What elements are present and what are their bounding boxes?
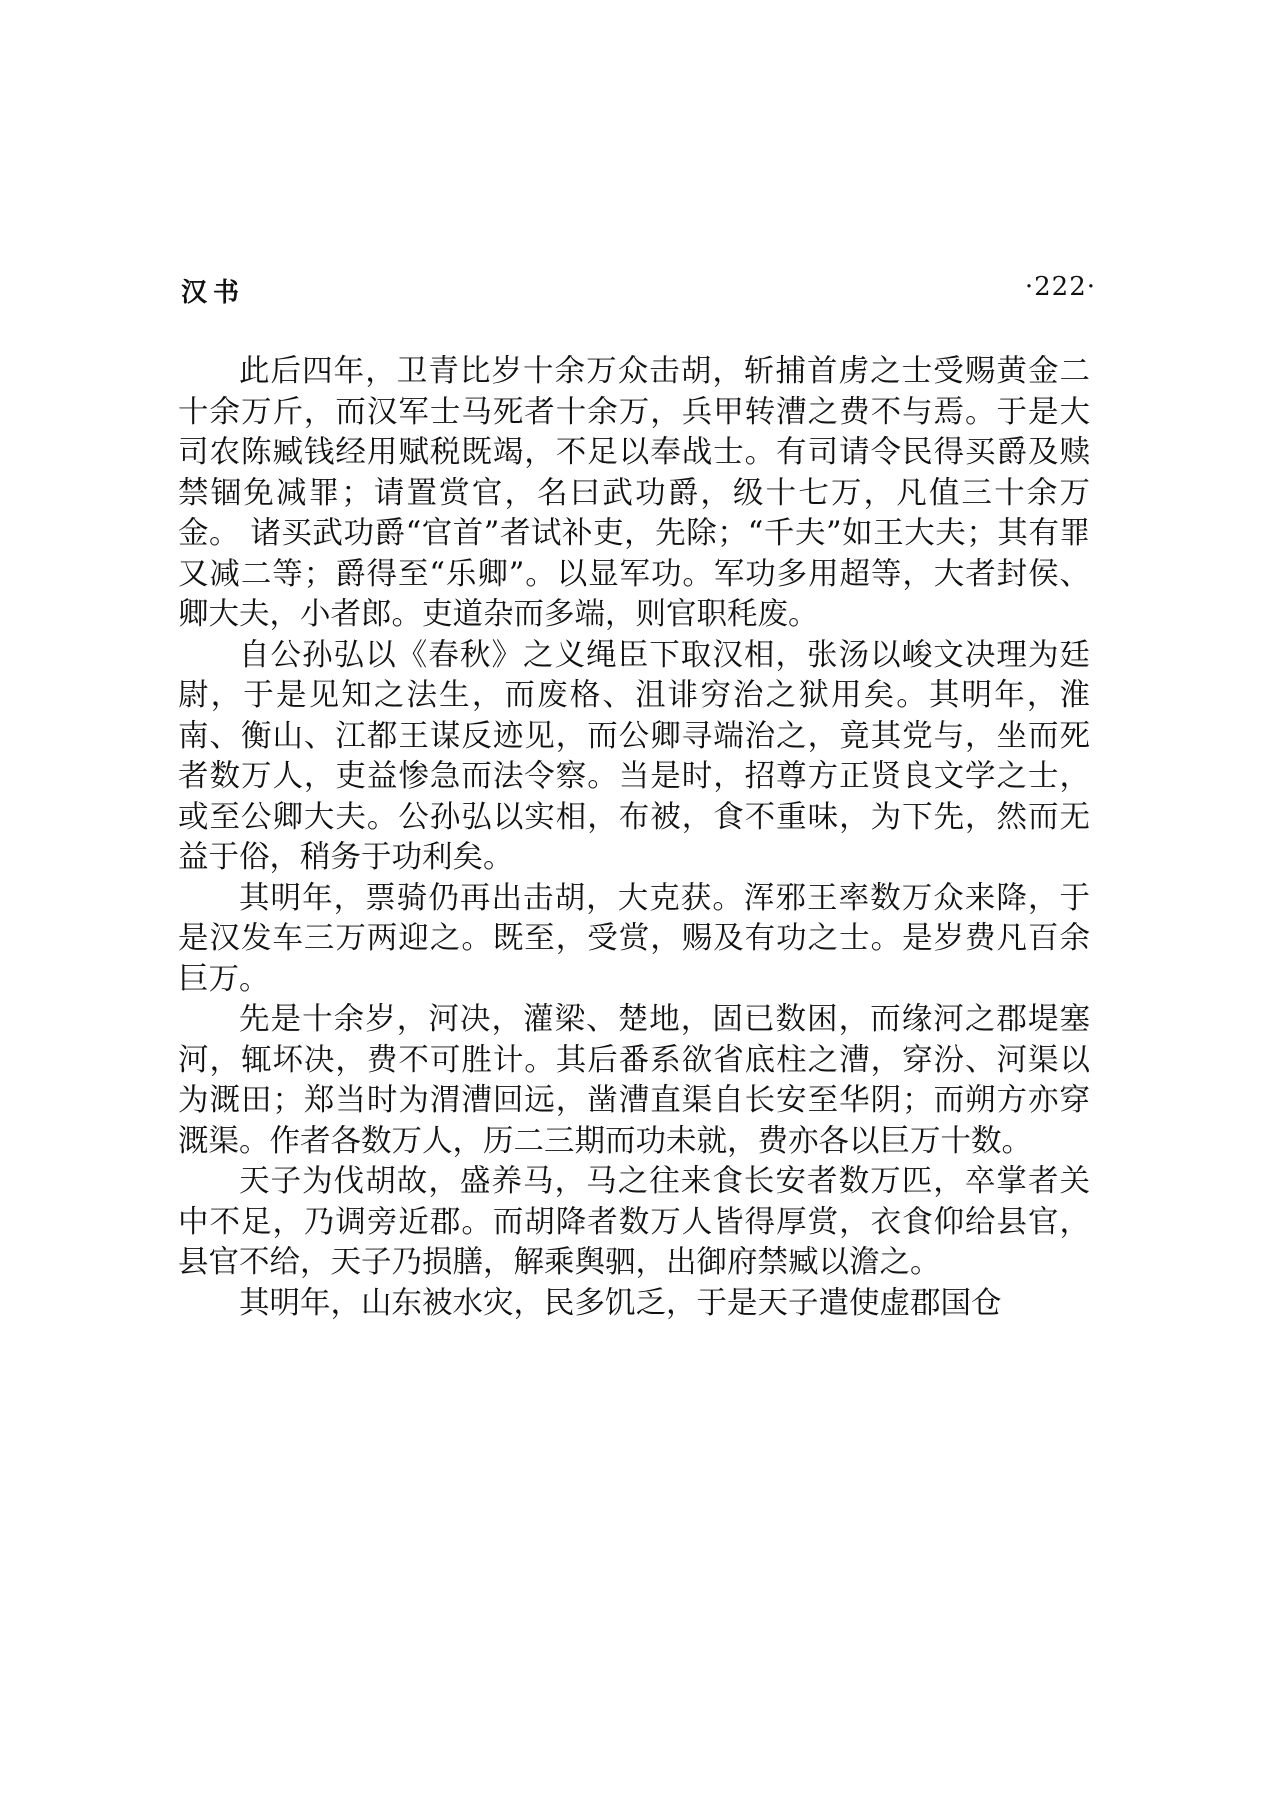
paragraph: 天子为伐胡故，盛养马，马之往来食长安者数万匹，卒掌者关中不足，乃调旁近郡。而胡降者数万人皆得厚赏，衣食仰给县官，县官不给，天子乃损膳，解乘舆驷，出御府禁臧以澹之。: [178, 1164, 1090, 1280]
paragraph: 自公孙弘以《春秋》之义绳臣下取汉相，张汤以峻文决理为廷尉，于是见知之法生，而废格、沮诽穷治之狱用矣。其明年，淮南、衡山、江都王谋反迹见，而公卿寻端治之，竟其党与，坐而死者数万人，吏益惨急而法令察。当是时，招尊方正贤良文学之士，或至公卿大夫。公孙弘以实相，布被，食不重味，为下先，然而无益于俗，稍务于功利矣。: [178, 637, 1090, 875]
paragraph: 先是十余岁，河决，灌梁、楚地，固已数困，而缘河之郡堤塞河，辄坏决，费不可胜计。其后番系欲省底柱之漕，穿汾、河渠以为溉田；郑当时为渭漕回远，凿漕直渠自长安至华阴；而朔方亦穿溉渠。作者各数万人，历二三期而功未就，费亦各以巨万十数。: [178, 1002, 1090, 1159]
paragraph: 此后四年，卫青比岁十余万众击胡，斩捕首虏之士受赐黄金二十余万斤，而汉军士马死者十余万，兵甲转漕之费不与焉。于是大司农陈臧钱经用赋税既竭，不足以奉战士。有司请令民得买爵及赎禁锢免减罪；请置赏官，名曰武功爵，级十七万，凡值三十余万金。 诸买武功爵“官首”者试补吏，先除；“千夫”如王大夫；其有罪又减二等；爵得至“乐卿”。以显军功。军功多用超等，大者封侯、卿大夫，小者郎。吏道杂而多端，则官职秏废。: [178, 354, 1090, 632]
body-text: [178, 352, 1090, 1324]
book-title: 汉书: [181, 278, 246, 308]
paragraph: 其明年，山东被水灾，民多饥乏，于是天子遣使虚郡国仓: [239, 1285, 1002, 1321]
page-number: ·222·: [1024, 272, 1096, 302]
paragraph: 其明年，票骑仍再出击胡，大克获。浑邪王率数万众来降，于是汉发车三万两迎之。既至，受赏，赐及有功之士。是岁费凡百余巨万。: [178, 880, 1090, 997]
page-header: [181, 272, 1096, 312]
